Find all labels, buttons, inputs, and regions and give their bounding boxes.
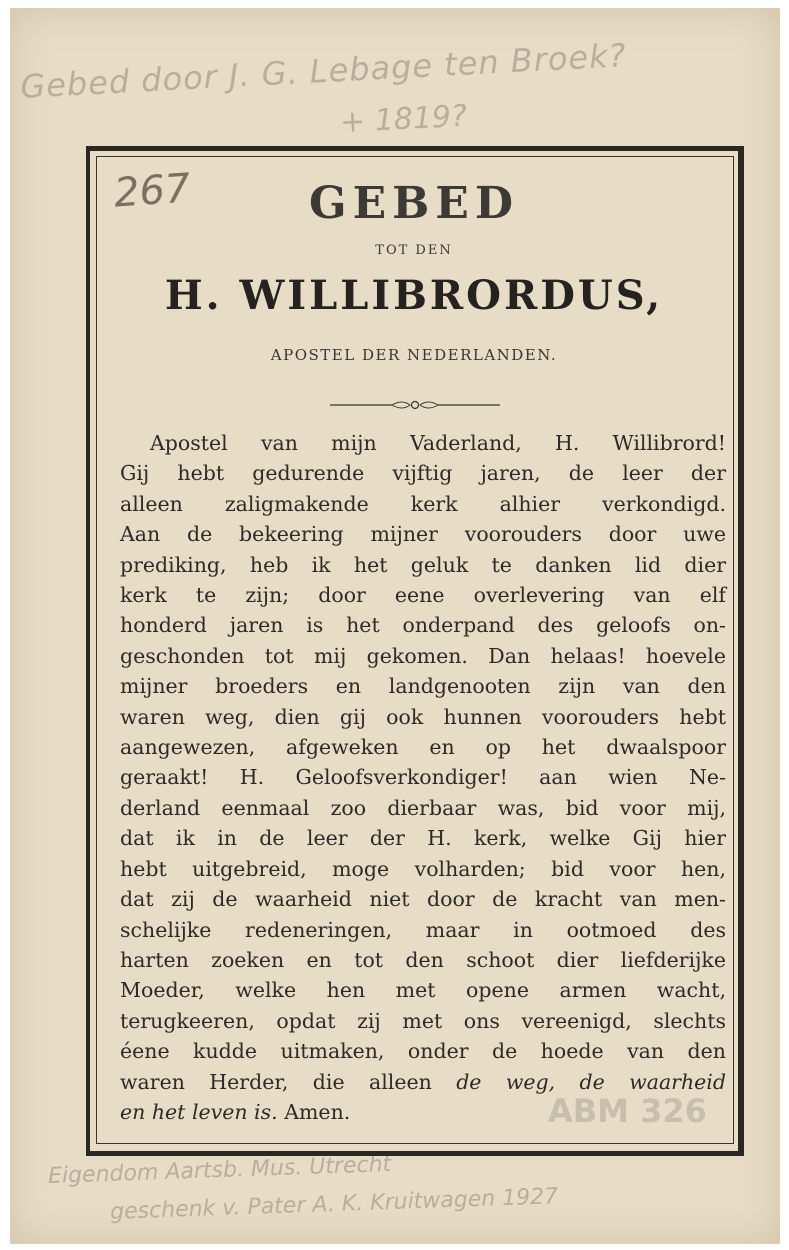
prayer-line: terugkeeren, opdat zij met ons vereenigd, slechts (120, 1008, 726, 1033)
prayer-line: aangewezen, afgeweken en op het dwaalspoor (120, 735, 726, 760)
prayer-line: éene kudde uitmaken, onder de hoede van den (120, 1039, 726, 1064)
amen-text: Amen. (284, 1099, 351, 1124)
prayer-line: schelijke redeneringen, maar in ootmoed des (120, 917, 726, 942)
divider-ornament (330, 398, 500, 412)
prayer-line: Moeder, welke hen met opene armen wacht, (120, 978, 726, 1003)
prayer-line: prediking, heb ik het geluk te danken lid dier (120, 552, 726, 577)
prayer-line: harten zoeken en tot den schoot dier liefderijke (120, 947, 726, 972)
closing-italic-truth: de waarheid (579, 1069, 726, 1094)
prayer-line: Aan de bekeering mijner voorouders door uwe (120, 522, 726, 547)
closing-italic-life: en het leven is. (120, 1099, 278, 1124)
prayer-title: GEBED (309, 178, 519, 229)
pencil-note-date: + 1819? (339, 98, 468, 141)
prayer-line: dat zij de waarheid niet door de kracht van men- (120, 887, 726, 912)
prayer-line: derland eenmaal zoo dierbaar was, bid voor mij, (120, 795, 726, 820)
faint-stamp: ABM 326 (548, 1092, 707, 1130)
pencil-note-bottom-1: Eigendom Aartsb. Mus. Utrecht (47, 1152, 392, 1189)
closing-text: waren Herder, die alleen (120, 1069, 432, 1094)
prayer-text (120, 428, 726, 1127)
pencil-catalog-number: 267 (112, 165, 192, 217)
prayer-closing-line-2 (120, 1097, 726, 1127)
prayer-line: honderd jaren is het onderpand des geloofs on- (120, 613, 726, 638)
prayer-line: mijner broeders en landgenooten zijn van den (120, 674, 726, 699)
prayer-line: dat ik in de leer der H. kerk, welke Gij hier (120, 826, 726, 851)
prayer-closing-line-1 (120, 1067, 726, 1097)
prayer-line: waren weg, dien gij ook hunnen voorouders hebt (120, 704, 726, 729)
prayer-line: geraakt! H. Geloofsverkondiger! aan wien Ne- (120, 765, 726, 790)
prayer-line: Gij hebt gedurende vijftig jaren, de leer der (120, 461, 726, 486)
pencil-note-bottom-2: geschenk v. Pater A. K. Kruitwagen 1927 (109, 1184, 559, 1225)
prayer-subtitle: TOT DEN (375, 243, 453, 258)
prayer-line: Apostel van mijn Vaderland, H. Willibrord! (150, 431, 726, 455)
closing-italic-way: de weg, (456, 1069, 556, 1094)
prayer-line: alleen zaligmakende kerk alhier verkondigd. (120, 491, 726, 516)
apostle-line: APOSTEL DER NEDERLANDEN. (270, 346, 558, 364)
pencil-note-top: Gebed door J. G. Lebage ten Broek? (19, 36, 628, 106)
prayer-line: geschonden tot mij gekomen. Dan helaas! hoevele (120, 643, 726, 668)
prayer-line: kerk te zijn; door eene overlevering van elf (120, 583, 726, 608)
prayer-line: hebt uitgebreid, moge volharden; bid voor hen, (120, 856, 726, 881)
saint-name: H. WILLIBRORDUS, (164, 272, 664, 319)
